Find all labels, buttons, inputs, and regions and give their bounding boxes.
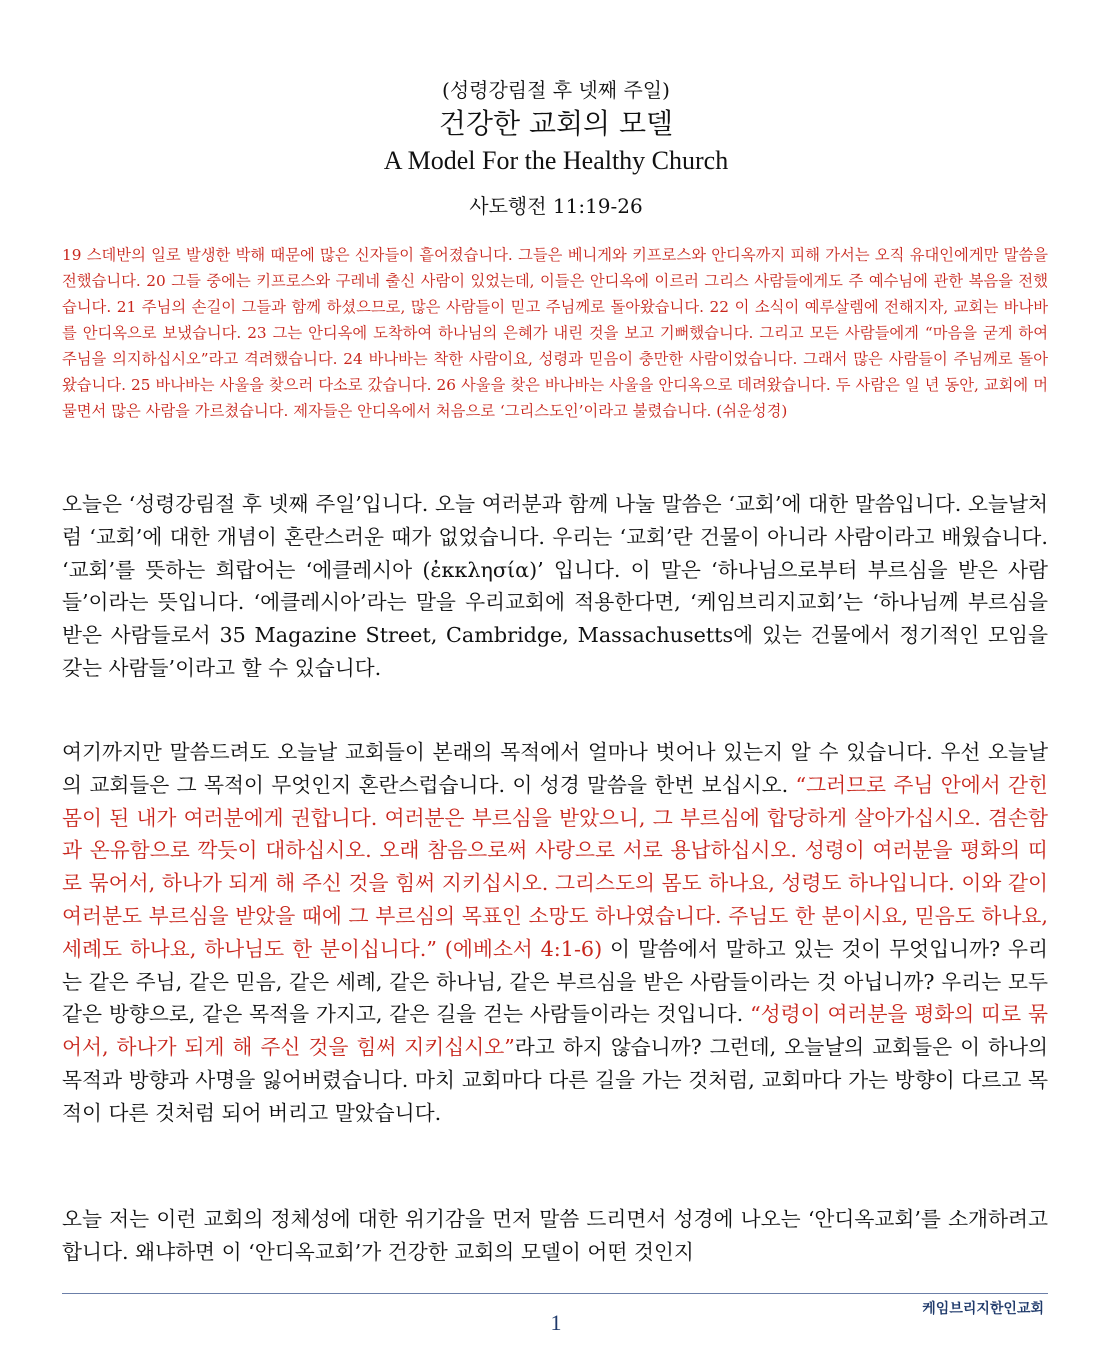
footer-divider [62,1293,1048,1294]
scripture-passage: 19 스데반의 일로 발생한 박해 때문에 많은 신자들이 흩어졌습니다. 그들은 베니게와 키프로스와 안디옥까지 피해 가서는 오직 유대인에게만 말씀을 전했습니다. 20 그들 중에는 키프로스와 구레네 출신 사람이 있었는데, 이들은 안디옥에 이르러 그리스 사람들에게도 주 예수님에 관한 복음을 전했습니다. 21 주님의 손길이 그들과 함께 하셨으므로, 많은 사람들이 믿고 주님께로 돌아왔습니다. 22 이 소식이 예루살렘에 전해지자, 교회는 바나바를 안디옥으로 보냈습니다. 23 그는 안디옥에 도착하여 하나님의 은혜가 내린 것을 보고 기뻐했습니다. 그리고 모든 사람들에게 “마음을 굳게 하여 주님을 의지하십시오”라고 격려했습니다. 24 바나바는 착한 사람이요, 성령과 믿음이 충만한 사람이었습니다. 그래서 많은 사람들이 주님께로 돌아왔습니다. 25 바나바는 사울을 찾으러 다소로 갔습니다. 26 사울을 찾은 바나바는 사울을 안디옥으로 데려왔습니다. 두 사람은 일 년 동안, 교회에 머물면서 많은 사람을 가르쳤습니다. 제자들은 안디옥에서 처음으로 ‘그리스도인’이라고 불렸습니다. (쉬운성경) [62,246,1048,420]
liturgical-occasion: (성령강림절 후 넷째 주일) [442,78,670,102]
body-paragraph-2 [62,736,1048,1130]
page-number: 1 [550,1310,562,1335]
sermon-title-english: A Model For the Healthy Church [383,146,729,175]
body-paragraph-3: 오늘 저는 이런 교회의 정체성에 대한 위기감을 먼저 말씀 드리면서 성경에 나오는 ‘안디옥교회’를 소개하려고 합니다. 왜냐하면 이 ‘안디옥교회’가 건강한 교회의 모델이 어떤 것인지 [62,1207,1048,1264]
paragraph-2-intro: 여기까지만 말씀드려도 오늘날 교회들이 본래의 목적에서 얼마나 벗어나 있는지 알 수 있습니다. 우선 오늘날의 교회들은 그 목적이 무엇인지 혼란스럽습니다. 이 성경 말씀을 한번 보십시오. [62,740,1048,797]
footer-church-name: 케임브리지한인교회 [922,1301,1044,1317]
sermon-title-korean: 건강한 교회의 모델 [438,107,674,140]
scripture-reference: 사도행전 11:19-26 [469,194,643,218]
sermon-header [0,76,1112,220]
body-paragraph-1: 오늘은 ‘성령강림절 후 넷째 주일’입니다. 오늘 여러분과 함께 나눌 말씀은 ‘교회’에 대한 말씀입니다. 오늘날처럼 ‘교회’에 대한 개념이 혼란스러운 때가 없었습니다. 우리는 ‘교회’란 건물이 아니라 사람이라고 배웠습니다. ‘교회’를 뜻하는 희랍어는 ‘에클레시아 (ἐκκλησία)’ 입니다. 이 말은 ‘하나님으로부터 부르심을 받은 사람들’이라는 뜻입니다. ‘에클레시아’라는 말을 우리교회에 적용한다면, ‘케임브리지교회’는 ‘하나님께 부르심을 받은 사람들로서 35 Magazine Street, Cambridge, Massachusetts에 있는 건물에서 정기적인 모임을 갖는 사람들’이라고 할 수 있습니다. [62,492,1048,680]
ephesians-quote: “그러므로 주님 안에서 갇힌 몸이 된 내가 여러분에게 권합니다. 여러분은 부르심을 받았으니, 그 부르심에 합당하게 살아가십시오. 겸손함과 온유함으로 깍듯이 대하십시오. 오래 참음으로써 사랑으로 서로 용납하십시오. 성령이 여러분을 평화의 띠로 묶어서, 하나가 되게 해 주신 것을 힘써 지키십시오. 그리스도의 몸도 하나요, 성령도 하나입니다. 이와 같이 여러분도 부르심을 받았을 때에 그 부르심의 목표인 소망도 하나였습니다. 주님도 한 분이시요, 믿음도 하나요, 세례도 하나요, 하나님도 한 분이십니다.” (에베소서 4:1-6) [62,772,1048,961]
paragraph-2-middle: 이 말씀에서 말하고 있는 것이 무엇입니까? 우리는 같은 주님, 같은 믿음, 같은 세례, 같은 하나님, 같은 부르심을 받은 사람들이라는 것 아닙니까? 우리는 모두 같은 방향으로, 같은 목적을 가지고, 같은 길을 걷는 사람들이라는 것입니다. [62,936,1048,1027]
paragraph-2-end: 라고 하지 않습니까? 그런데, 오늘날의 교회들은 이 하나의 목적과 방향과 사명을 잃어버렸습니다. 마치 교회마다 다른 길을 가는 것처럼, 교회마다 가는 방향이 다르고 목적이 다른 것처럼 되어 버리고 말았습니다. [62,1035,1048,1125]
spirit-unity-quote: “성령이 여러분을 평화의 띠로 묶어서, 하나가 되게 해 주신 것을 힘써 지키십시오” [62,1002,1048,1060]
